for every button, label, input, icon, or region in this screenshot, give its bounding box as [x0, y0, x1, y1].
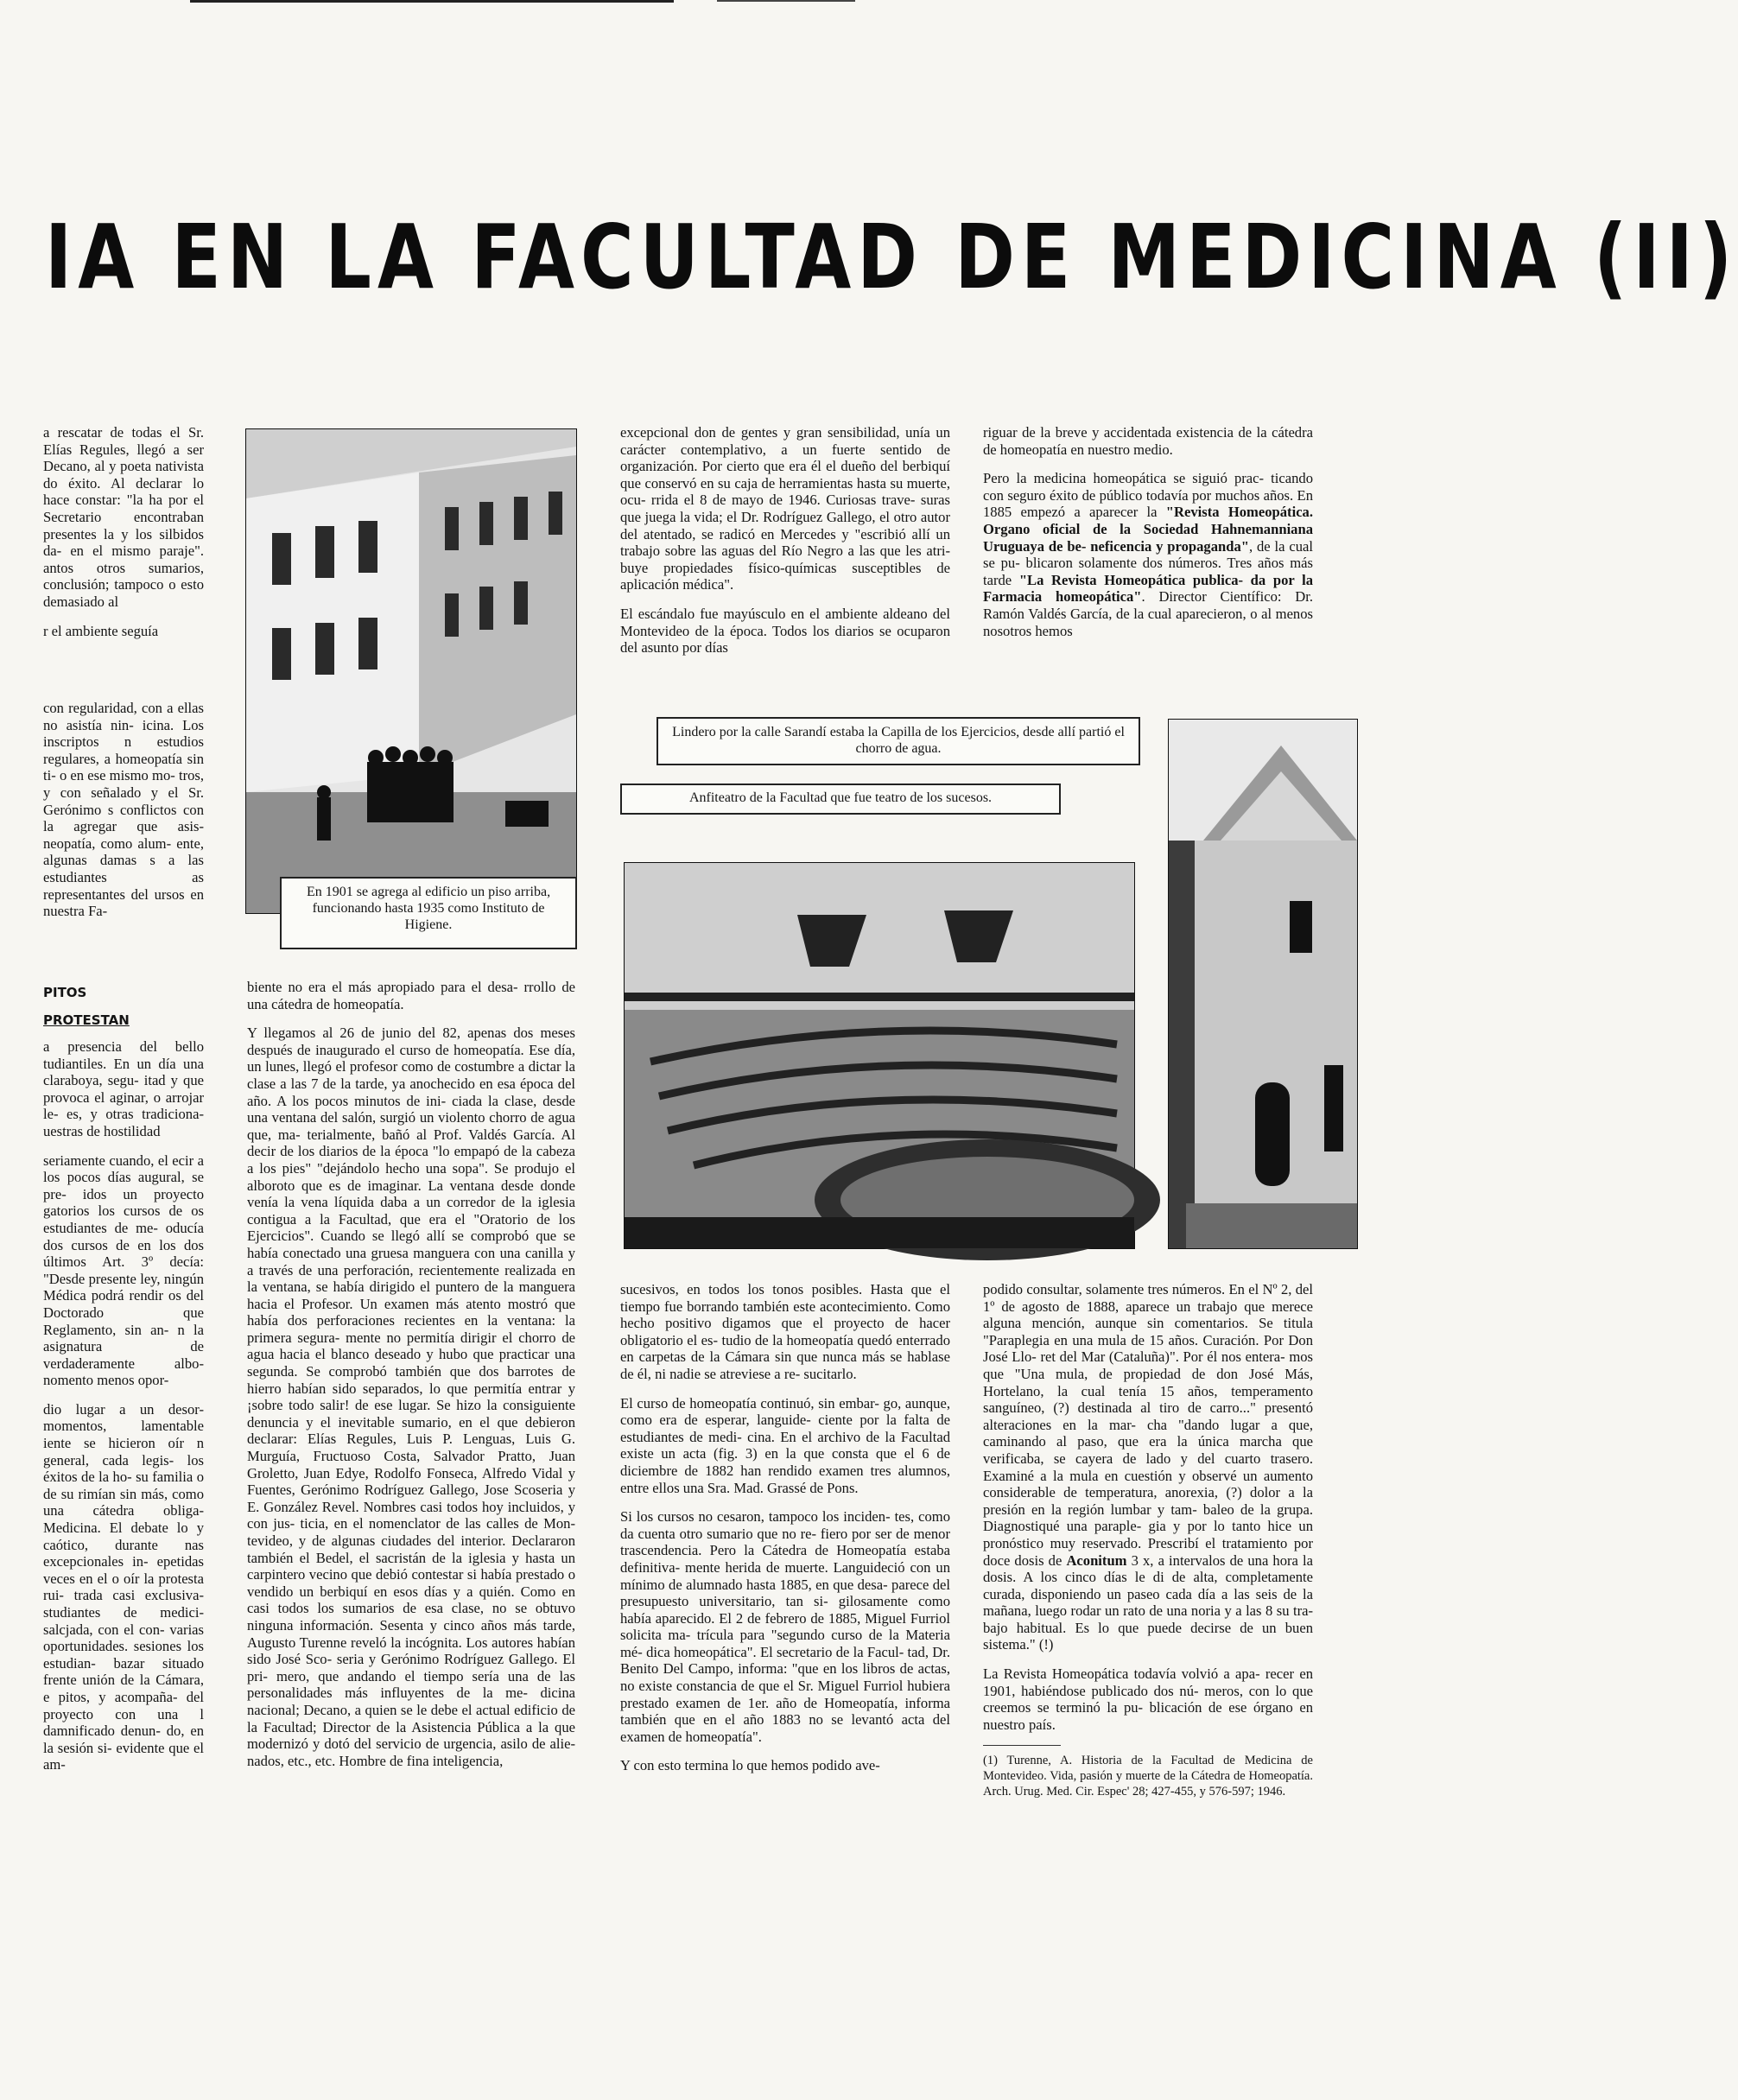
photo-chapel: [1168, 719, 1358, 1249]
text-run-bold: "Revista Homeopática. Organo oficial de la Sociedad Hahnemanniana Uruguaya de be- neficencia y propaganda": [983, 504, 1314, 555]
paragraph: a presencia del bello tudiantiles. En un día una claraboya, segu- itad y que provoca el aginar, o arrojar le- es, y otras tradiciona- uestras de hostilidad: [43, 1038, 204, 1139]
top-rule: [190, 0, 674, 3]
text-run-bold: "La Revista Homeopática publica- da por la Farmacia homeopática": [983, 571, 1314, 606]
photo-chapel-image: [1169, 720, 1357, 1248]
footnote-divider: [983, 1745, 1061, 1746]
text-run: podido consultar, solamente tres números. En el Nº 2, del 1º de agosto de 1888, aparece un trabajo que merece alguna mención, aunque sin comentarios. Se titula "Paraplegia en una mula de 15 años. Curación. Por Don José Llo- ret del Mar (Cataluña)". Por él nos entera- mos que "Una mula, de propiedad de don José Más, Hortelano, la cual tenía 15 años, temperamento sanguíneo, (?) destinada al tiro de carro..." presentó alteraciones en la mar- cha "dando lugar a que, caminando al paso, que era la única marcha que verificaba, se cayera de lado y del cuarto trasero. Examiné a la mula en cuestión y observé un aumento considerable de temperatura, anorexia, (?) dolor a la presión en la región lumbar y tam- baleo de la grupa. Diagnostiqué una paraple- gia y por lo tanto hice un pronóstico muy reservado. Prescribí el tratamiento por doce dosis de: [983, 1281, 1313, 1569]
section-subhead: PITOS: [43, 985, 87, 1000]
article-headline: IA EN LA FACULTAD DE MEDICINA (II): [45, 206, 1738, 309]
text-run: Pero la medicina homeopática se siguió prac- ticando con seguro éxito de público todavía por muchos años. En 1885 empezó a aparecer la: [983, 470, 1313, 521]
text-run: . Director Científico: Dr. Ramón Valdés García, de la cual aparecieron, o al menos nosotros hemos: [983, 588, 1313, 639]
paragraph: seriamente cuando, el ecir a los pocos días augural, se pre- idos un proyecto gatorios los cursos de os estudiantes de me- oducía dos cursos de en los dos últimos Art. 3º decía: "Desde presente ley, ningún Médica podrá rendir os del Doctorado que Reglamento, sin an- n la asignatura de verdaderamente albo- nomento menos opor-: [43, 1152, 204, 1389]
paragraph: La Revista Homeopática todavía volvió a apa- recer en 1901, habiéndose publicado dos nú- meros, con lo que creemos se terminó la pu- blicación de ese órgano en nuestro país.: [983, 1665, 1313, 1733]
text-run-bold: Aconitum: [1066, 1551, 1127, 1569]
paragraph: biente no era el más apropiado para el desa- rrollo de una cátedra de homeopatía.: [247, 979, 575, 1012]
photo-faculty-building: [245, 428, 577, 914]
paragraph: con regularidad, con a ellas no asistía nin- icina. Los inscriptos n estudios regulares, a homeopatía sin ti- o en ese mismo mo- tros, y con señalado y el Sr. Gerónimo s conflictos con la agregar que asis- neopatía, como alum- ente, algunas damas s a las estudiantes as representantes del ursos en nuestra Fa-: [43, 700, 204, 920]
top-rule-2: [717, 0, 855, 2]
column-1-bottom: [43, 985, 204, 1786]
section-subhead: PROTESTAN: [43, 1012, 130, 1028]
caption-chapel: Lindero por la calle Sarandí estaba la Capilla de los Ejercicios, desde allí partió el chorro de agua.: [657, 717, 1140, 765]
column-2: [247, 979, 575, 1781]
paragraph: Y llegamos al 26 de junio del 82, apenas dos meses después de inaugurado el curso de homeopatía. Ese día, un lunes, llegó el profesor como de costumbre a dictar la clase a las 7 de la tarde, ya anochecido en esa época del año. A los pocos minutos de ini- ciada la clase, desde una ventana del salón, surgió un violento chorro de agua que, ma- terialmente, bañó al Prof. Valdés García. Al decir de los diarios de la época "lo empapó de la cabeza a los pies" "dejándolo hecho una sopa". Se produjo el alboroto que es de imaginar. La ventana desde donde venía la vena líquida daba a un corredor de la iglesia contigua a la Facultad, que era el "Oratorio de los Ejercicios". Cuando se llegó allí se comprobó que se había conectado una gruesa manguera con una canilla y a través de una perforación, recientemente realizada en la ventana, se había dirigido el puntero de la manguera hacia el Profesor. Un examen más atento mostró que había dos perforaciones recientes en la ventana: la primera segura- mente no permitía dirigir el chorro de agua hacia el blanco deseado y hubo que practicar una segunda. Se comprobó también que dos barrotes de hierro habían sido separados, lo que permitía entrar y ¡sobre todo salir! de ese lugar. Se hizo la consiguiente denuncia y el inevitable sumario, en el que debieron declarar: Elías Regules, Luis P. Lenguas, Luis G. Murguía, Fructuoso Costa, Salvador Pratto, Juan Groletto, Juan Edye, Rodolfo Fonseca, Alfredo Vidal y Fuentes, Gerónimo Rodríguez Gallego, Jose Scoseria y E. González Revel. Nombres casi todos hoy incluidos, y con jus- ticia, en el nomenclator de las calles de Mon- tevideo, y de algunas ciudades del interior. Declararon también el Bedel, el sacristán de la iglesia y hasta un carpintero vecino que debió contestar si había prestado o vendido un berbiquí en esos días y a quién. Como en casi todos los sumarios de esa clase, no se obtuvo ninguna información. Sesenta y cinco años más tarde, Augusto Turenne reveló la incógnita. Los autores habían sido José Sco- seria y Gerónimo Rodríguez Gallego. El pri- mero, que andando el tiempo sería una de las personalidades más influyentes de la me- dicina nacional; Decano, a quien se le debe el actual edificio de la Facultad; Director de la Asistencia Pública a la que modernizó y dotó del servicio de urgencia, asilo de alie- nados, etc., etc. Hombre de fina inteligencia,: [247, 1025, 575, 1769]
photo-amphitheatre-image: [625, 863, 1134, 1248]
column-3-bottom: [620, 1281, 950, 1786]
column-4-bottom: [983, 1281, 1313, 1811]
paragraph: excepcional don de gentes y gran sensibilidad, unía un carácter contemplativo, a un fuerte sentido de organización. Por cierto que era él el dueño del berbiquí que conservó en su caja de herramientas hasta su muerte, ocu- rrida el 8 de mayo de 1946. Curiosas trave- suras que juega la vida; el Dr. Rodríguez Gallego, el otro autor del atentado, se radicó en Mercedes y "escribió allí un trabajo sobre las aguas del Río Negro a las que les atri- buye propiedades físico-químicas susceptibles de aplicación médica".: [620, 424, 950, 593]
footnote: (1) Turenne, A. Historia de la Facultad de Medicina de Montevideo. Vida, pasión y muerte de la Cátedra de Homeopatía. Arch. Urug. Med. Cir. Espec' 28; 427-455, y 576-597; 1946.: [983, 1754, 1313, 1799]
caption-amphitheatre: Anfiteatro de la Facultad que fue teatro de los sucesos.: [620, 784, 1061, 815]
text-run: 3 x, a intervalos de una hora la dosis. A los cinco días le di de alta, completamente curada, disponiendo un paseo cada día a las seis de la mañana, luego rodar un rato de una noria y a las 8 su tra- bajo habitual. Es lo que puede decirse de un buen sistema." (!): [983, 1551, 1313, 1653]
column-1-top: [43, 424, 204, 651]
photo-amphitheatre: [624, 862, 1135, 1249]
paragraph: sucesivos, en todos los tonos posibles. Hasta que el tiempo fue borrando también este acontecimiento. Como hecho positivo digamos que el proyecto de hacer obligatorio el es- tudio de la homeopatía quedó enterrado en carpetas de la Cámara sin que nunca más se hablase de él, ni nadie se atreviese a re- sucitarlo.: [620, 1281, 950, 1382]
paragraph: El escándalo fue mayúsculo en el ambiente aldeano del Montevideo de la época. Todos los diarios se ocuparon del asunto por días: [620, 605, 950, 657]
paragraph: riguar de la breve y accidentada existencia de la cátedra de homeopatía en nuestro medio.: [983, 424, 1313, 458]
paragraph: [983, 1281, 1313, 1653]
column-1-middle: [43, 700, 204, 932]
text-run: , de la cual se pu- blicaron solamente dos números. Tres años más tarde: [983, 537, 1313, 588]
column-3-top: [620, 424, 950, 669]
paragraph: Si los cursos no cesaron, tampoco los inciden- tes, como da cuenta otro sumario que no re- fiero por ser de menor trascendencia. Pero la Cátedra de Homeopatía estaba definitiva- mente herida de muerte. Languideció con un mínimo de alumnado hasta 1885, en que desa- parece del presupuesto universitario, tan si- gilosamente como había aparecido. El 2 de febrero de 1885, Miguel Furriol solicita ma- trícula para "segundo curso de la Materia mé- dica homeopática". El secretario de la Facul- tad, Dr. Benito Del Campo, informa: "que en los libros de actas, no existe constancia de que el Sr. Miguel Furriol hubiera prestado examen de 1er. año de Homeopatía, informa también que en el año 1883 no se levantó acta del examen de homeopatía".: [620, 1508, 950, 1745]
photo-faculty-building-image: [246, 429, 576, 913]
paragraph: El curso de homeopatía continuó, sin embar- go, aunque, como era de esperar, languide- ciente por la falta de estudiantes de medi- cina. En el archivo de la Facultad existe un acta (fig. 3) en la que consta que el 6 de diciembre de 1882 han rendido examen tres alumnos, entre ellos una Sra. Mad. Grassé de Pons.: [620, 1394, 950, 1496]
caption-building: En 1901 se agrega al edificio un piso arriba, funcionando hasta 1935 como Instituto de Higiene.: [280, 877, 577, 949]
paragraph: r el ambiente seguía: [43, 622, 159, 639]
column-4-top: [983, 424, 1313, 651]
paragraph: a rescatar de todas el Sr. Elías Regules, llegó a ser Decano, al y poeta nativista do éxito. Al declarar lo hace constar: "la ha por el Secretario encontraban presentes la y los silbidos da- en el mismo paraje". antos otros sumarios, conclusión; tampoco o esto demasiado al: [43, 424, 204, 610]
paragraph: [983, 470, 1313, 639]
paragraph: dio lugar a un desor- momentos, lamentable iente se hicieron oír n general, cada legis- los éxitos de la ho- su familia o de su rimían sin más, como una cátedra obliga- Medicina. El debate lo y caótico, durante nas excepcionales in- epetidas veces en el o oír la protesta rui- trada casi exclusiva- studiantes de medici- salcjada, con el con- varias oportunidades. sesiones los estudian- bazar situado frente unión de la Cámara, e pitos, y acompaña- del proyecto con una l damnificado denun- do, en la sesión si- evidente que el am-: [43, 1400, 204, 1773]
paragraph: Y con esto termina lo que hemos podido ave-: [620, 1757, 880, 1774]
